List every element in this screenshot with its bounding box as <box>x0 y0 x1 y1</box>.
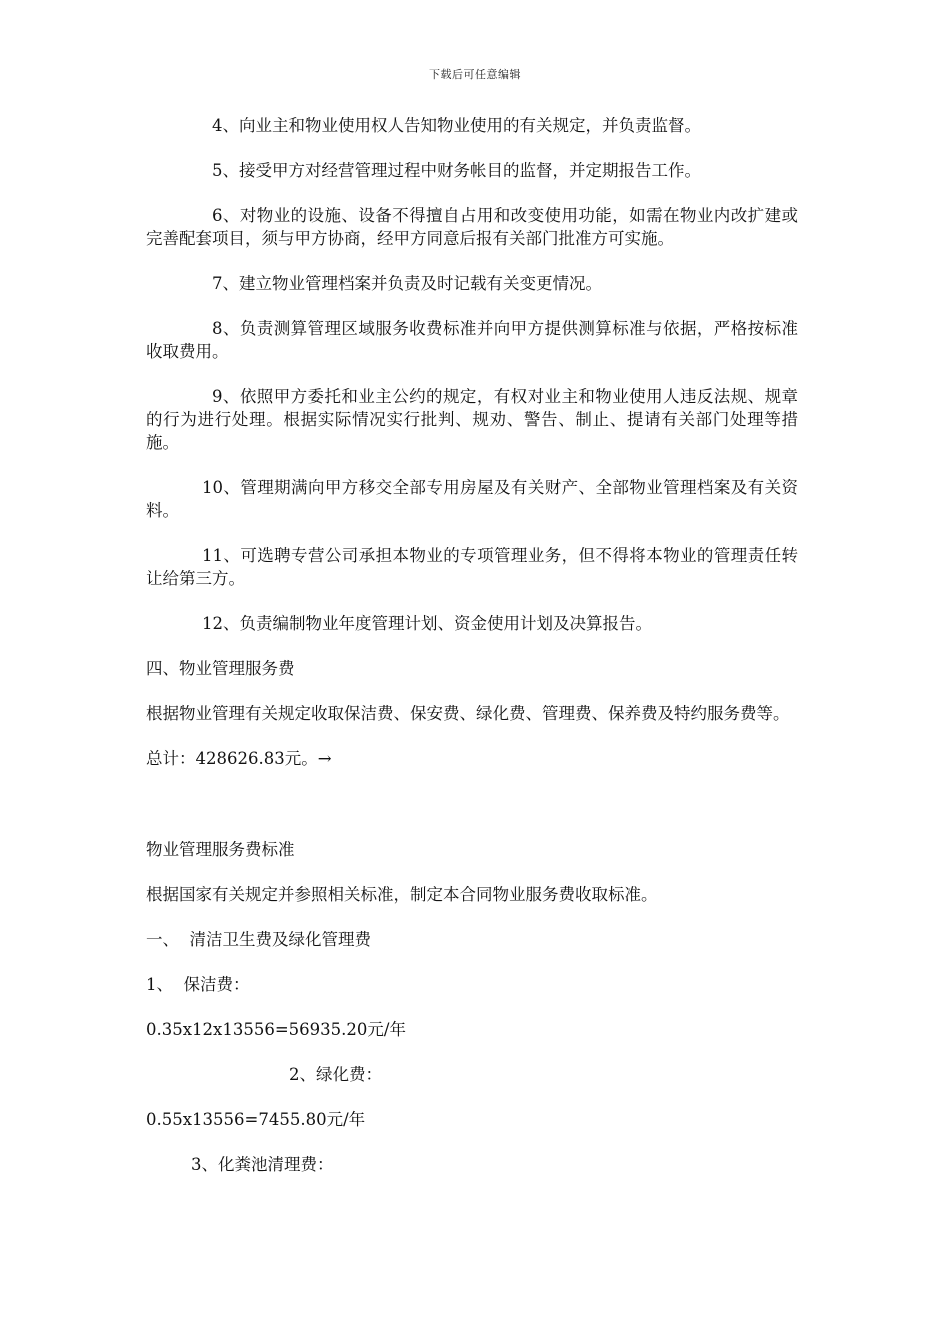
section-heading-4: 四、物业管理服务费 <box>146 659 295 678</box>
clause-11: 11、可选聘专营公司承担本物业的专项管理业务，但不得将本物业的管理责任转让给第三方。 <box>146 546 798 588</box>
clause-12: 12、负责编制物业年度管理计划、资金使用计划及决算报告。 <box>202 614 652 633</box>
standard-basis: 根据国家有关规定并参照相关标准，制定本合同物业服务费收取标准。 <box>146 885 658 904</box>
clause-10: 10、管理期满向甲方移交全部专用房屋及有关财产、全部物业管理档案及有关资料。 <box>146 478 798 520</box>
document-body <box>146 114 798 1176</box>
standard-title: 物业管理服务费标准 <box>146 840 295 859</box>
sub-item-1: 1、 保洁费： <box>146 975 250 994</box>
calculation-2: 0.55x13556=7455.80元/年 <box>146 1110 366 1129</box>
clause-7: 7、建立物业管理档案并负责及时记载有关变更情况。 <box>212 274 602 293</box>
page-header: 下载后可任意编辑 <box>429 68 521 81</box>
clause-5: 5、接受甲方对经营管理过程中财务帐目的监督，并定期报告工作。 <box>212 161 701 180</box>
item-1-heading: 一、 清洁卫生费及绿化管理费 <box>146 930 371 949</box>
fee-basis: 根据物业管理有关规定收取保洁费、保安费、绿化费、管理费、保养费及特约服务费等。 <box>146 704 790 723</box>
total-amount: 总计：428626.83元。→ <box>146 749 332 768</box>
clause-8: 8、负责测算管理区域服务收费标准并向甲方提供测算标准与依据，严格按标准收取费用。 <box>146 319 798 361</box>
sub-item-2: 2、绿化费： <box>289 1065 382 1084</box>
sub-item-3: 3、化粪池清理费： <box>191 1155 334 1174</box>
calculation-1: 0.35x12x13556=56935.20元/年 <box>146 1020 406 1039</box>
clause-4: 4、向业主和物业使用权人告知物业使用的有关规定，并负责监督。 <box>212 116 701 135</box>
clause-6: 6、对物业的设施、设备不得擅自占用和改变使用功能，如需在物业内改扩建或完善配套项目，须与甲方协商，经甲方同意后报有关部门批准方可实施。 <box>146 206 798 248</box>
clause-9: 9、依照甲方委托和业主公约的规定，有权对业主和物业使用人违反法规、规章的行为进行处理。根据实际情况实行批判、规劝、警告、制止、提请有关部门处理等措施。 <box>146 387 798 452</box>
